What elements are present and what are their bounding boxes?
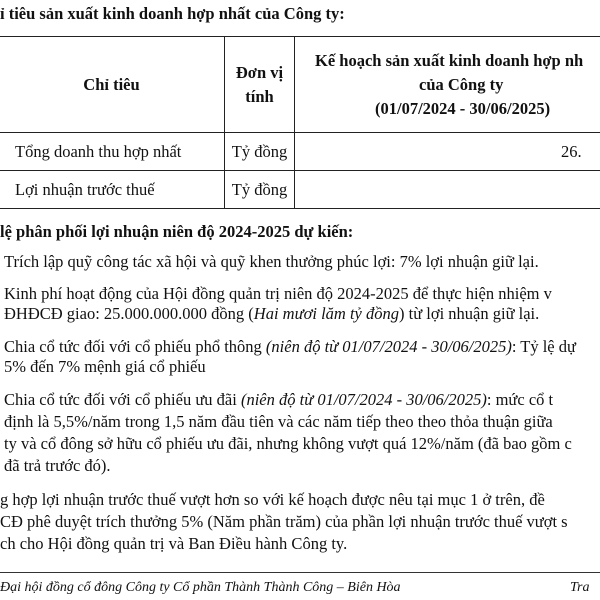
business-plan-table [0,36,600,209]
distribution-item-preferred-dividend-line4: đã trả trước đó). [4,456,111,475]
row-unit: Tỷ đồng [225,171,295,209]
header-plan-line3: (01/07/2024 - 30/06/2025) [375,98,551,118]
header-unit-line1: Đơn vị [235,62,284,82]
distribution-item-board-budget-line2 [4,304,539,324]
distribution-item-common-dividend-line1 [4,337,576,357]
header-unit [225,37,295,133]
closing-paragraph-line1: g hợp lợi nhuận trước thuế vượt hơn so với kế hoạch được nêu tại mục 1 ở trên, đề [0,490,545,509]
distribution-item-preferred-dividend-line1 [4,390,553,410]
row-plan [295,171,600,209]
preferred-dividend-label: Chia cổ tức đối với cổ phiếu ưu đãi [4,390,241,409]
header-plan-line1: Kế hoạch sản xuất kinh doanh hợp nh [315,50,584,70]
common-dividend-rate-label: : Tỷ lệ dự [511,337,576,356]
header-unit-line2: tính [245,86,274,106]
distribution-item-preferred-dividend-line2: định là 5,5%/năm trong 1,5 năm đầu tiên và các năm tiếp theo theo thỏa thuận giữa [4,412,553,431]
row-indicator: Lợi nhuận trước thuế [0,171,225,209]
preferred-dividend-rate-label: : mức cổ t [486,390,554,409]
footer-page-label: Tra [570,580,590,595]
distribution-item-common-dividend-line2: 5% đến 7% mệnh giá cổ phiếu [4,357,206,376]
section-heading-profit-distribution: lệ phân phối lợi nhuận niên độ 2024-2025 dự kiến: [0,222,354,241]
header-indicator [0,37,225,133]
common-dividend-label: Chia cổ tức đối với cổ phiếu phổ thông [4,337,266,356]
row-indicator: Tổng doanh thu hợp nhất [0,133,225,171]
closing-paragraph-line2: CĐ phê duyệt trích thưởng 5% (Năm phần trăm) của phần lợi nhuận trước thuế vượt s [0,512,568,531]
header-plan [295,37,600,133]
table-row [0,133,600,171]
common-dividend-period: (niên độ từ 01/07/2024 - 30/06/2025) [265,337,512,356]
section-heading-business-targets: ỉ tiêu sản xuất kinh doanh hợp nhất của Công ty: [0,4,345,23]
distribution-item-preferred-dividend-line3: ty và cổ đông sở hữu cổ phiếu ưu đãi, nhưng không vượt quá 12%/năm (đã bao gồm c [4,434,572,453]
row-unit: Tỷ đồng [225,133,295,171]
header-indicator-label: Chỉ tiêu [83,74,140,94]
budget-amount-words: Hai mươi lăm tỷ đồng [253,304,399,323]
footer-organization: Đại hội đồng cổ đông Công ty Cổ phần Thành Thành Công – Biên Hòa [0,580,401,595]
distribution-item-board-budget-line1: Kinh phí hoạt động của Hội đồng quản trị niên độ 2024-2025 để thực hiện nhiệm v [4,284,552,303]
budget-amount-text: ĐHĐCĐ giao: 25.000.000.000 đồng ( [4,304,254,323]
table-row [0,171,600,209]
preferred-dividend-period: (niên độ từ 01/07/2024 - 30/06/2025) [240,390,487,409]
table-header-row [0,37,600,133]
footer-divider [0,572,600,573]
closing-paragraph-line3: ch cho Hội đồng quản trị và Ban Điều hành Công ty. [0,534,348,553]
budget-source-text: ) từ lợi nhuận giữ lại. [399,304,540,323]
distribution-item-welfare-fund: Trích lập quỹ công tác xã hội và quỹ khen thưởng phúc lợi: 7% lợi nhuận giữ lại. [4,252,539,271]
row-plan: 26. [295,133,600,171]
header-plan-line2: của Công ty [419,74,504,94]
